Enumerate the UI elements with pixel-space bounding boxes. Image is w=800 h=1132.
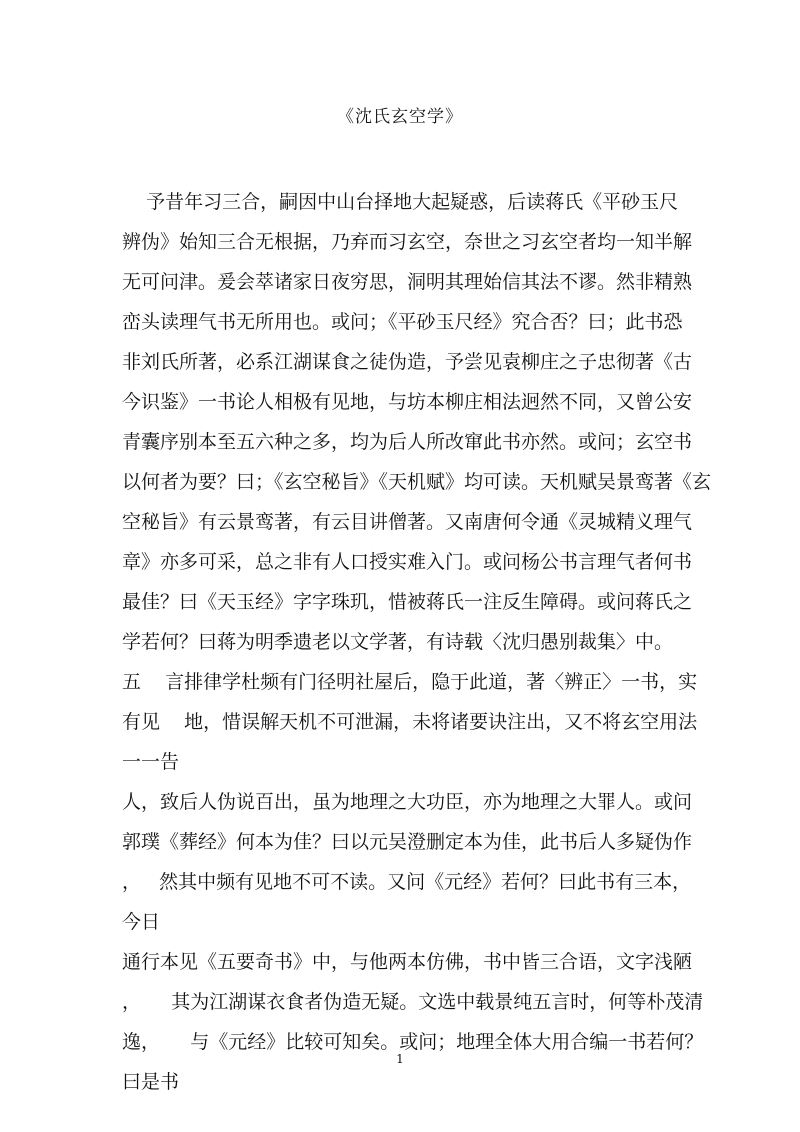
text-line: 今识鉴》一书论人相极有见地，与坊本柳庄相法迥然不同，又曾公安 <box>122 391 693 413</box>
text-line: 郭璞《葬经》何本为佳？曰以元吴澄删定本为佳，此书后人多疑伪作 <box>122 831 693 853</box>
text-line: 最佳？曰《天玉经》字字珠玑，惜被蒋氏一注反生障碍。或问蒋氏之 <box>122 591 693 613</box>
text-line: 有见 地，惜误解天机不可泄漏，未将诸要诀注出，又不将玄空用法 <box>122 711 698 733</box>
text-line: 人，致后人伪说百出，虽为地理之大功臣，亦为地理之大罪人。或问 <box>122 791 693 813</box>
text-line: ， 然其中频有见地不可不读。又问《元经》若何？曰此书有三本， <box>122 871 692 893</box>
text-line: 曰是书 <box>122 1071 180 1093</box>
text-line: 以何者为要？曰；《玄空秘旨》《天机赋》均可读。天机赋吴景鸾著《玄 <box>122 471 712 493</box>
text-line: 章》亦多可采，总之非有人口授实难入门。或问杨公书言理气者何书 <box>122 551 693 573</box>
text-line: 予昔年习三合，嗣因中山台择地大起疑惑，后读蒋氏《平砂玉尺 <box>122 191 679 213</box>
text-line: 通行本见《五要奇书》中，与他两本仿佛，书中皆三合语，文字浅陋 <box>122 951 693 973</box>
text-line: 青囊序别本至五六种之多，均为后人所改窜此书亦然。或问；玄空书 <box>122 431 693 453</box>
text-line: 逸， 与《元经》比较可知矣。或问；地理全体大用合编一书若何？ <box>122 1031 704 1053</box>
text-line: 一一告 <box>122 751 180 773</box>
text-line: 峦头读理气书无所用也。或问；《平砂玉尺经》究合否？曰；此书恐 <box>122 311 683 333</box>
text-line: 今日 <box>122 911 161 933</box>
text-line: ， 其为江湖谋衣食者伪造无疑。文选中载景纯五言时，何等朴茂清 <box>122 991 704 1013</box>
text-line: 非刘氏所著，必系江湖谋食之徒伪造，予尝见袁柳庄之子忠彻著《古 <box>122 351 693 373</box>
text-line: 五 言排律学杜频有门径明社屋后，隐于此道，著〈辨正〉一书，实 <box>122 671 698 693</box>
text-line: 学若何？曰蒋为明季遗老以文学著，有诗载〈沈归愚别裁集〉中。 <box>122 631 674 653</box>
text-line: 空秘旨》有云景鸾著，有云目讲僧著。又南唐何令通《灵城精义理气 <box>122 511 693 533</box>
text-line: 无可问津。爰会萃诸家日夜穷思，洞明其理始信其法不谬。然非精熟 <box>122 271 693 293</box>
text-line: 辨伪》始知三合无根据，乃弃而习玄空，奈世之习玄空者均一知半解 <box>122 231 693 253</box>
document-title: 《沈氏玄空学》 <box>337 107 463 127</box>
page-number: 1 <box>396 1052 404 1066</box>
